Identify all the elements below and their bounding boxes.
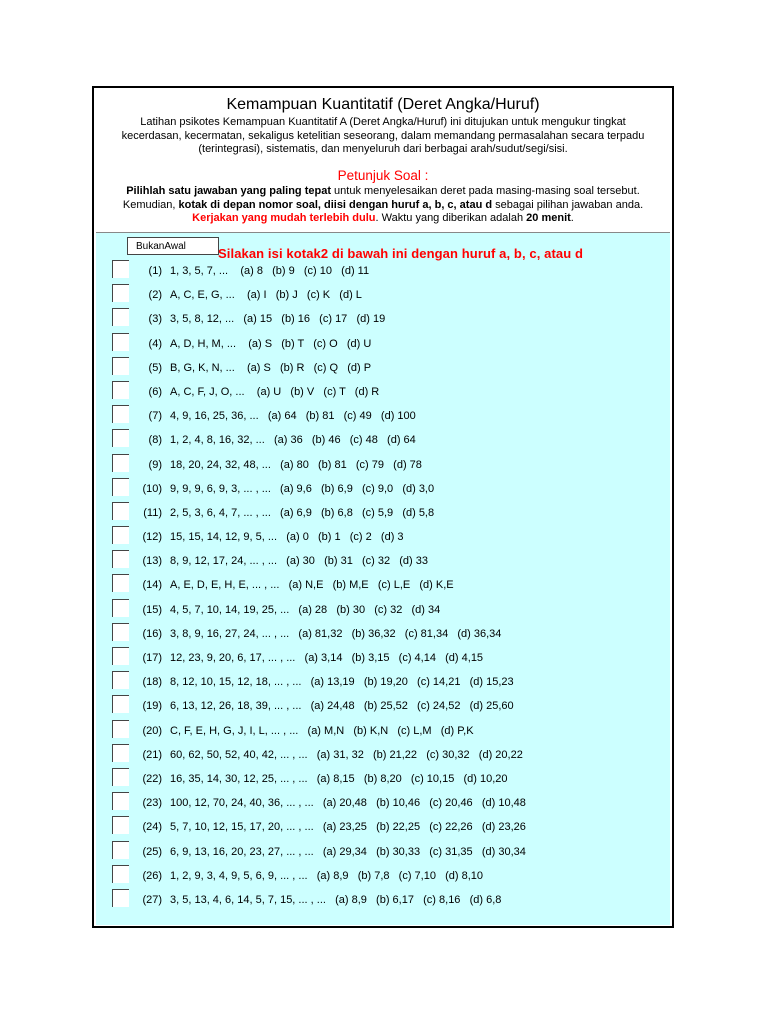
instruction-bold: kotak di depan nomor soal, diisi dengan huruf a, b, c, atau d <box>178 198 493 211</box>
question-number: (22) <box>142 772 162 785</box>
question-text: 6, 9, 13, 16, 20, 23, 27, ... , ... (a) 29,34 (b) 30,33 (c) 31,35 (d) 30,34 <box>170 845 526 858</box>
question-text: 1, 2, 4, 8, 16, 32, ... (a) 36 (b) 46 (c) 48 (d) 64 <box>170 434 416 447</box>
header <box>94 88 672 230</box>
question-text: 9, 9, 9, 6, 9, 3, ... , ... (a) 9,6 (b) 6,9 (c) 9,0 (d) 3,0 <box>170 482 435 495</box>
question-number: (8) <box>148 434 162 447</box>
question-row <box>96 675 670 699</box>
instructions-text <box>98 185 668 226</box>
question-row <box>96 893 670 917</box>
instructions-line-2 <box>98 199 668 213</box>
answer-box[interactable] <box>112 333 129 351</box>
instruction-bold: Pilihlah satu jawaban yang paling tepat <box>126 185 331 197</box>
question-row <box>96 820 670 844</box>
question-number: (13) <box>142 555 162 568</box>
time-limit: 20 menit <box>526 212 571 224</box>
question-text: A, D, H, M, ... (a) S (b) T (c) O (d) U <box>170 337 372 350</box>
question-row <box>96 845 670 869</box>
question-text: B, G, K, N, ... (a) S (b) R (c) Q (d) P <box>170 361 372 374</box>
question-text: A, C, E, G, ... (a) I (b) J (c) K (d) L <box>170 289 362 302</box>
question-row <box>96 506 670 530</box>
question-text: 6, 13, 12, 26, 18, 39, ... , ... (a) 24,48 (b) 25,52 (c) 24,52 (d) 25,60 <box>170 700 514 713</box>
question-number: (23) <box>142 797 162 810</box>
question-row <box>96 869 670 893</box>
question-text: 8, 9, 12, 17, 24, ... , ... (a) 30 (b) 31 (c) 32 (d) 33 <box>170 555 429 568</box>
instruction-text: untuk menyelesaikan deret pada masing-masing soal tersebut. <box>330 185 640 197</box>
answer-box[interactable] <box>112 405 129 423</box>
question-row <box>96 458 670 482</box>
question-text: 100, 12, 70, 24, 40, 36, ... , ... (a) 20,48 (b) 10,46 (c) 20,46 (d) 10,48 <box>170 797 526 810</box>
question-row <box>96 288 670 312</box>
instruction-text: . Waktu yang diberikan adalah <box>375 212 527 224</box>
question-text: C, F, E, H, G, J, I, L, ... , ... (a) M,N (b) K,N (c) L,M (d) P,K <box>170 724 474 737</box>
question-text: 18, 20, 24, 32, 48, ... (a) 80 (b) 81 (c) 79 (d) 78 <box>170 458 422 471</box>
question-number: (6) <box>148 385 162 398</box>
question-row <box>96 312 670 336</box>
question-number: (27) <box>142 893 162 906</box>
instructions-line-3 <box>98 212 668 226</box>
question-text: 2, 5, 3, 6, 4, 7, ... , ... (a) 6,9 (b) 6,8 (c) 5,9 (d) 5,8 <box>170 506 435 519</box>
page-title: Kemampuan Kuantitatif (Deret Angka/Huruf) <box>226 96 540 113</box>
question-row <box>96 482 670 506</box>
question-number: (24) <box>142 821 162 834</box>
question-row <box>96 433 670 457</box>
question-text: 5, 7, 10, 12, 15, 17, 20, ... , ... (a) 23,25 (b) 22,25 (c) 22,26 (d) 23,26 <box>170 821 526 834</box>
question-row <box>96 627 670 651</box>
question-text: A, C, F, J, O, ... (a) U (b) V (c) T (d) R <box>170 385 380 398</box>
question-text: 3, 8, 9, 16, 27, 24, ... , ... (a) 81,32 (b) 36,32 (c) 81,34 (d) 36,34 <box>170 627 502 640</box>
question-number: (4) <box>148 337 162 350</box>
question-number: (20) <box>142 724 162 737</box>
question-text: 8, 12, 10, 15, 12, 18, ... , ... (a) 13,19 (b) 19,20 (c) 14,21 (d) 15,23 <box>170 676 514 689</box>
question-text: 4, 5, 7, 10, 14, 19, 25, ... (a) 28 (b) 30 (c) 32 (d) 34 <box>170 603 441 616</box>
question-number: (15) <box>142 603 162 616</box>
intro-line: (terintegrasi), sistematis, dan menyeluruh dari berbagai arah/sudut/segi/sisi. <box>198 143 568 155</box>
question-text: 60, 62, 50, 52, 40, 42, ... , ... (a) 31, 32 (b) 21,22 (c) 30,32 (d) 20,22 <box>170 748 523 761</box>
question-text: 4, 9, 16, 25, 36, ... (a) 64 (b) 81 (c) 49 (d) 100 <box>170 410 416 423</box>
question-row <box>96 772 670 796</box>
question-number: (11) <box>143 506 162 519</box>
answer-box[interactable] <box>112 720 129 738</box>
question-number: (17) <box>142 652 162 664</box>
answer-box[interactable] <box>112 526 129 544</box>
question-list <box>96 264 670 917</box>
answer-box[interactable] <box>112 429 129 447</box>
answer-box[interactable] <box>112 381 129 399</box>
question-number: (7) <box>148 410 162 423</box>
answer-box[interactable] <box>112 308 129 326</box>
answer-box[interactable] <box>112 454 129 472</box>
answer-box[interactable] <box>112 647 129 665</box>
question-number: (12) <box>142 531 162 544</box>
instruction-text: sebagai pilihan jawaban anda. <box>492 198 644 211</box>
fill-instruction: Silakan isi kotak2 di bawah ini dengan huruf a, b, c, atau d <box>218 246 584 261</box>
question-number: (26) <box>142 869 162 882</box>
instructions-line-1 <box>98 185 668 199</box>
question-text: 15, 15, 14, 12, 9, 5, ... (a) 0 (b) 1 (c) 2 (d) 3 <box>170 531 404 544</box>
question-number: (14) <box>142 579 162 592</box>
question-number: (21) <box>142 748 162 761</box>
question-row <box>96 385 670 409</box>
answer-box[interactable] <box>112 260 129 278</box>
answer-box[interactable] <box>112 502 129 520</box>
home-button[interactable]: BukanAwal <box>127 237 219 255</box>
answer-box[interactable] <box>112 695 129 713</box>
question-text: 16, 35, 14, 30, 12, 25, ... , ... (a) 8,15 (b) 8,20 (c) 10,15 (d) 10,20 <box>170 772 508 785</box>
answer-box[interactable] <box>112 599 129 617</box>
answer-box[interactable] <box>112 550 129 568</box>
question-row <box>96 337 670 361</box>
answer-box[interactable] <box>112 865 129 883</box>
question-row <box>96 796 670 820</box>
question-number: (19) <box>142 700 162 713</box>
question-number: (9) <box>148 458 162 471</box>
answer-box[interactable] <box>112 841 129 859</box>
question-row <box>96 651 670 675</box>
question-row <box>96 409 670 433</box>
answer-box[interactable] <box>112 889 129 907</box>
question-number: (16) <box>142 627 162 640</box>
instruction-text: Kemudian, <box>122 198 179 211</box>
question-text: 1, 3, 5, 7, ... (a) 8 (b) 9 (c) 10 (d) 11 <box>170 265 370 277</box>
answer-box[interactable] <box>112 284 129 302</box>
question-text: 12, 23, 9, 20, 6, 17, ... , ... (a) 3,14 (b) 3,15 (c) 4,14 (d) 4,15 <box>170 652 484 664</box>
answer-box[interactable] <box>112 768 129 786</box>
intro-text <box>100 116 666 157</box>
question-number: (2) <box>148 289 162 302</box>
intro-line: Latihan psikotes Kemampuan Kuantitatif A (Deret Angka/Huruf) ini ditujukan untuk mengukur tingkat <box>140 116 626 128</box>
question-row <box>96 530 670 554</box>
question-text: 3, 5, 13, 4, 6, 14, 5, 7, 15, ... , ... (a) 8,9 (b) 6,17 (c) 8,16 (d) 6,8 <box>170 893 502 906</box>
answer-box[interactable] <box>112 744 129 762</box>
instructions-title: Petunjuk Soal : <box>337 168 429 183</box>
question-row <box>96 554 670 578</box>
question-number: (3) <box>148 313 162 326</box>
answer-box[interactable] <box>112 478 129 496</box>
question-number: (18) <box>142 676 162 689</box>
question-text: A, E, D, E, H, E, ... , ... (a) N,E (b) M,E (c) L,E (d) K,E <box>170 579 454 592</box>
question-number: (25) <box>142 845 162 858</box>
question-row <box>96 699 670 723</box>
answer-box[interactable] <box>112 671 129 689</box>
question-row <box>96 603 670 627</box>
question-panel <box>96 232 670 925</box>
question-row <box>96 264 670 288</box>
intro-line: kecerdasan, kecermatan, sekaligus ketelitian seseorang, dalam memandang permasalahan secara terpadu <box>121 129 645 142</box>
question-row <box>96 578 670 602</box>
worksheet <box>92 86 674 928</box>
question-row <box>96 361 670 385</box>
answer-box[interactable] <box>112 623 129 641</box>
answer-box[interactable] <box>112 574 129 592</box>
question-number: (5) <box>148 361 162 374</box>
question-row <box>96 748 670 772</box>
question-number: (10) <box>142 482 162 495</box>
answer-box[interactable] <box>112 792 129 810</box>
question-text: 1, 2, 9, 3, 4, 9, 5, 6, 9, ... , ... (a) 8,9 (b) 7,8 (c) 7,10 (d) 8,10 <box>170 869 484 882</box>
answer-box[interactable] <box>112 816 129 834</box>
question-text: 3, 5, 8, 12, ... (a) 15 (b) 16 (c) 17 (d) 19 <box>170 313 386 326</box>
answer-box[interactable] <box>112 357 129 375</box>
instruction-text: . <box>570 212 574 224</box>
question-row <box>96 724 670 748</box>
question-number: (1) <box>148 265 162 277</box>
instruction-highlight: Kerjakan yang mudah terlebih dulu <box>192 212 376 224</box>
